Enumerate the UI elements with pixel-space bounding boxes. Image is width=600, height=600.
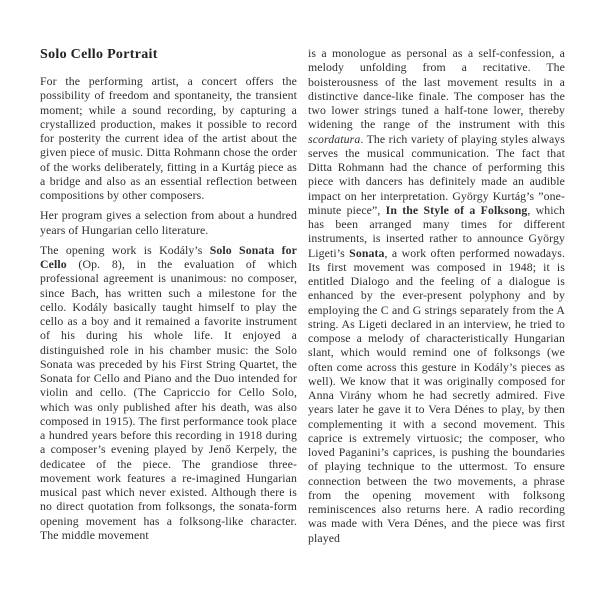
body-text: Her program gives a selection from about a hundred years of Hungarian cello literature. — [40, 208, 297, 237]
paragraph — [40, 208, 297, 237]
body-text: is a monologue as personal as a self-confession, a melody unfolding from a recitative. The boisterousness of the last movement results in a distinctive dance-like finale. The composer has the two lower strings tuned a half-tone lower, thereby widening the range of the instrument with this — [308, 46, 565, 132]
body-text: , which has been arranged many times for different instruments, is inserted rather to announce György Ligeti’s — [308, 202, 566, 260]
bold-text: Solo Sonata for Cello — [40, 242, 298, 271]
body-text: , a work often performed nowadays. Its first movement was composed in 1948; it is entitled Dialogo and the feeling of a dialogue is enhanced by the ever-present polyphony and by employing the C and G strings separately from the A string. As Ligeti declared in an interview, he tried to compose a melody of characteristically Hungarian slant, which would remind one of folksongs (we often come across this gesture in Kodály’s pieces as well). We know that it was originally composed for Anna Virány whom he had secretly admired. Five years later he gave it to Vera Dénes to play, by then complementing it with a second movement. This caprice is extremely virtuosic; the composer, who loved Paganini’s caprices, is pushing the boundaries of playing technique to the uttermost. To ensure connection between the two movements, a phrase from the opening movement with folksong reminiscences also returns here. A radio recording was made with Vera Dénes, and the piece was first played — [308, 245, 565, 545]
left-column — [40, 46, 297, 542]
paragraph — [40, 74, 297, 202]
italic-text: scordatura — [308, 131, 361, 146]
bold-text: In the Style of a Folksong — [385, 202, 528, 217]
paragraph — [40, 243, 297, 542]
paragraph — [308, 46, 565, 545]
body-text: For the performing artist, a concert offers the possibility of freedom and spontaneity, the transient moment; while a sound recording, by capturing a crystallized production, makes it possible to record for posterity the current idea of the artist about the given piece of music. Ditta Rohmann chose the order of the works deliberately, fitting in a Kurtág piece as a bridge and also as an essential reflection between compositions by other composers. — [40, 74, 297, 202]
page-title: Solo Cello Portrait — [40, 47, 158, 62]
body-text: The opening work is Kodály’s — [40, 242, 210, 257]
body-text: . The rich variety of playing styles always serves the musical communication. The fact that Ditta Rohmann had the chance of performing this piece with dancers has definitely made an audible impact on her interpretation. György Kurtág’s ”one-minute piece”, — [308, 131, 565, 217]
bold-text: Sonata — [349, 245, 385, 260]
body-text: (Op. 8), in the evaluation of which professional agreement is unanimous: no composer, since Bach, has written such a milestone for the cello. Kodály basically taught himself to play the cello as a boy and it remained a favorite instrument of his during his whole life. It enjoyed a distinguished role in his chamber music: the Solo Sonata was preceded by his First String Quartet, the Sonata for Cello and Piano and the Duo intended for violin and cello. (The Capriccio for Cello Solo, which was only published after his death, was also composed in 1915). The first performance took place a hundred years before this recording in 1918 during a composer’s evening played by Jenő Kerpely, the dedicatee of the piece. The grandiose three-movement work features a re-imagined Hungarian musical past which never existed. Although there is no direct quotation from folksongs, the sonata-form opening movement has a folksong-like character. The middle movement — [40, 257, 297, 542]
right-column — [308, 46, 565, 545]
